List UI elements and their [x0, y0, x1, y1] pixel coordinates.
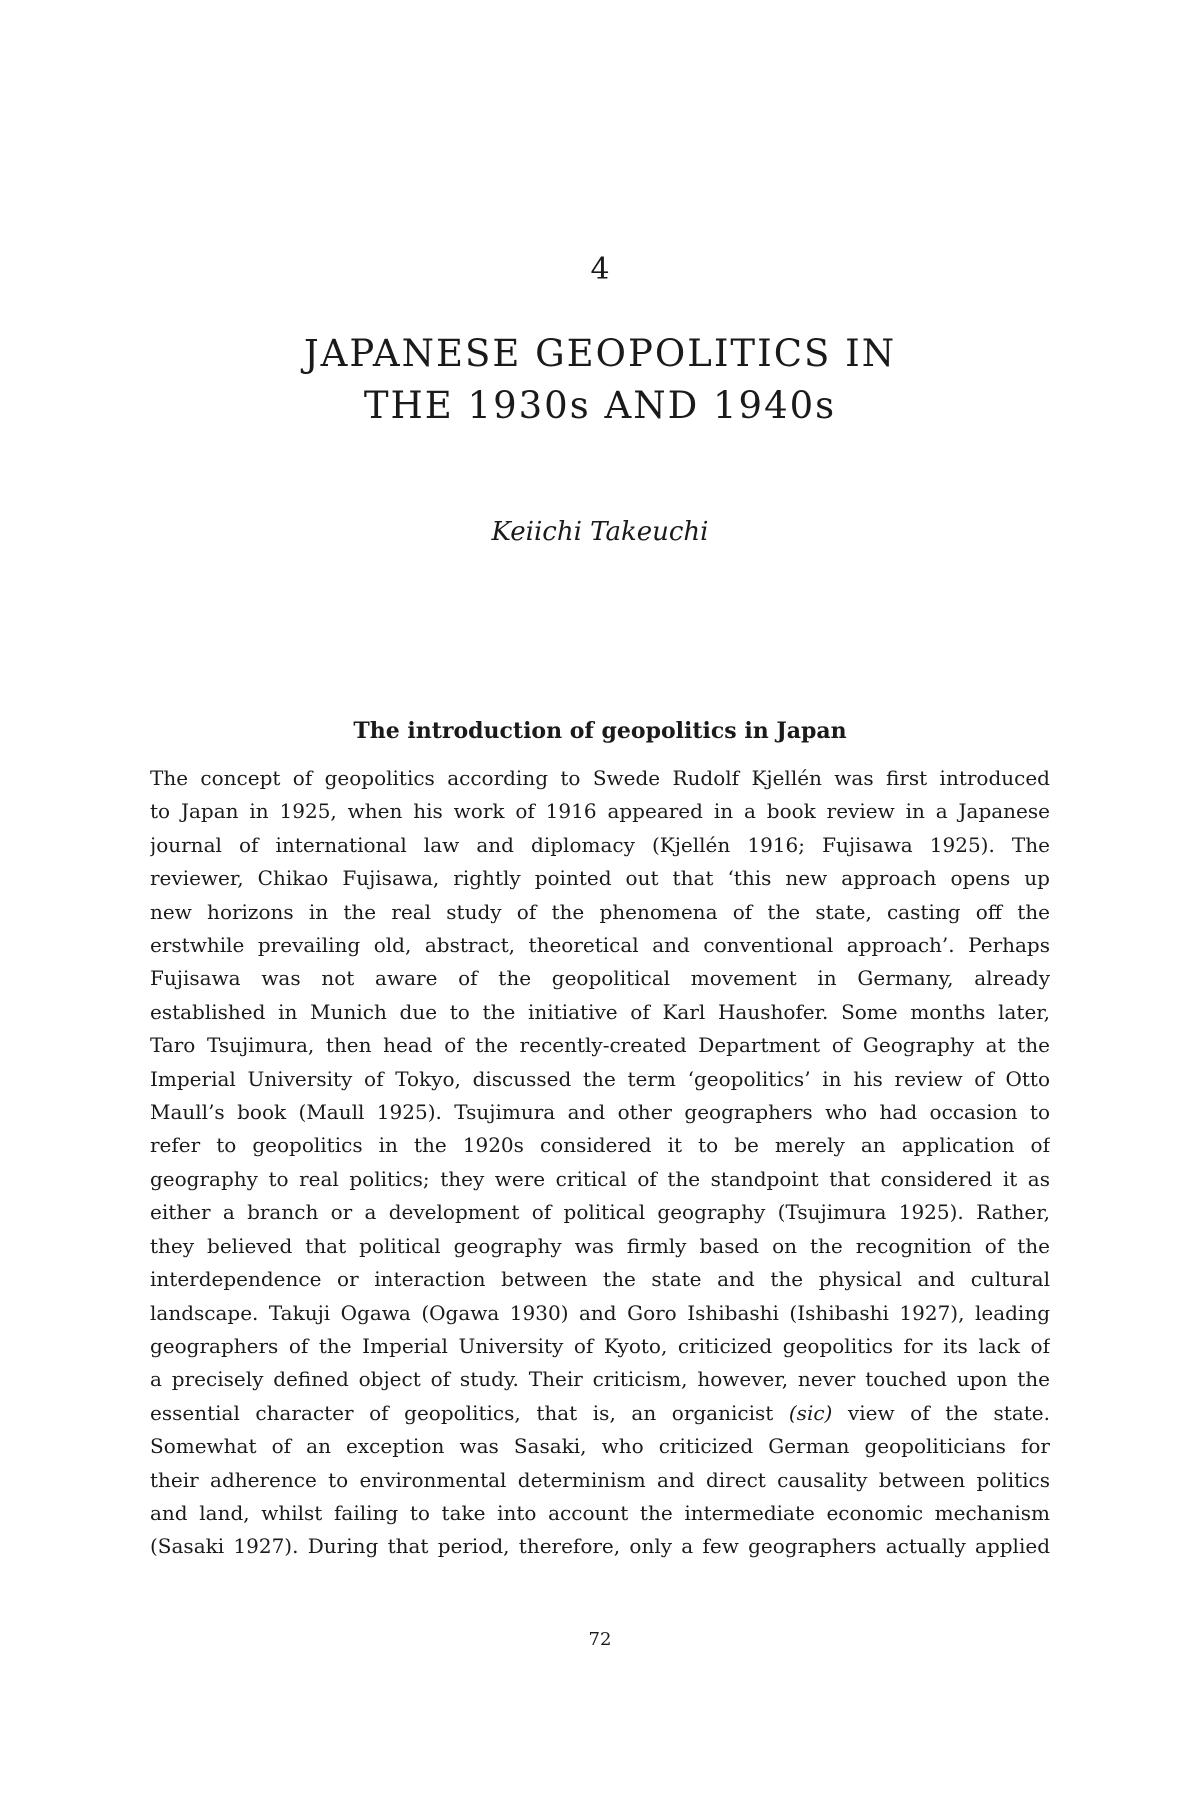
section-heading: The introduction of geopolitics in Japan	[353, 718, 847, 744]
chapter-number: 4	[590, 252, 610, 287]
body-line: new horizons in the real study of the phenomena of the state, casting off the	[150, 899, 1050, 924]
body-line: Maull’s book (Maull 1925). Tsujimura and other geographers who had occasion to	[150, 1100, 1050, 1125]
body-line: reviewer, Chikao Fujisawa, rightly pointed out that ‘this new approach opens up	[150, 866, 1050, 891]
body-line: (Sasaki 1927). During that period, therefore, only a few geographers actually applied	[150, 1534, 1050, 1559]
body-line: refer to geopolitics in the 1920s considered it to be merely an application of	[150, 1133, 1050, 1158]
body-line: geography to real politics; they were critical of the standpoint that considered it as	[150, 1166, 1050, 1191]
body-line: to Japan in 1925, when his work of 1916 appeared in a book review in a Japanese	[150, 799, 1050, 824]
author-name: Keiichi Takeuchi	[491, 517, 709, 547]
body-line: Taro Tsujimura, then head of the recently-created Department of Geography at the	[150, 1033, 1050, 1058]
sic-emphasis: (sic)	[788, 1400, 833, 1425]
page-number: 72	[588, 1629, 612, 1650]
chapter-title	[0, 328, 1200, 432]
body-line: landscape. Takuji Ogawa (Ogawa 1930) and Goro Ishibashi (Ishibashi 1927), leading	[150, 1300, 1050, 1325]
body-paragraph	[150, 762, 1050, 1564]
body-line: their adherence to environmental determinism and direct causality between politics	[150, 1467, 1050, 1492]
body-line: interdependence or interaction between the state and the physical and cultural	[150, 1267, 1050, 1292]
body-line: established in Munich due to the initiative of Karl Haushofer. Some months later,	[150, 999, 1050, 1024]
body-line: Fujisawa was not aware of the geopolitical movement in Germany, already	[150, 966, 1050, 991]
body-line: essential character of geopolitics, that is, an organicist (sic) view of the state.	[150, 1400, 1050, 1425]
body-line: geographers of the Imperial University of Kyoto, criticized geopolitics for its lack of	[150, 1333, 1050, 1358]
chapter-title-line-1: JAPANESE GEOPOLITICS IN	[303, 332, 897, 375]
body-line: The concept of geopolitics according to Swede Rudolf Kjellén was first introduced	[150, 766, 1050, 790]
body-line: Imperial University of Tokyo, discussed the term ‘geopolitics’ in his review of Otto	[150, 1066, 1050, 1091]
body-line: they believed that political geography was firmly based on the recognition of the	[150, 1233, 1050, 1258]
body-line: a precisely defined object of study. Their criticism, however, never touched upon the	[150, 1367, 1050, 1392]
body-line: journal of international law and diplomacy (Kjellén 1916; Fujisawa 1925). The	[150, 832, 1050, 857]
body-line: Somewhat of an exception was Sasaki, who criticized German geopoliticians for	[150, 1434, 1050, 1459]
chapter-title-line-2: THE 1930s AND 1940s	[363, 384, 837, 427]
body-line: erstwhile prevailing old, abstract, theoretical and conventional approach’. Perhaps	[150, 933, 1050, 958]
body-line: either a branch or a development of political geography (Tsujimura 1925). Rather,	[150, 1200, 1050, 1225]
body-line: and land, whilst failing to take into account the intermediate economic mechanism	[150, 1500, 1050, 1525]
